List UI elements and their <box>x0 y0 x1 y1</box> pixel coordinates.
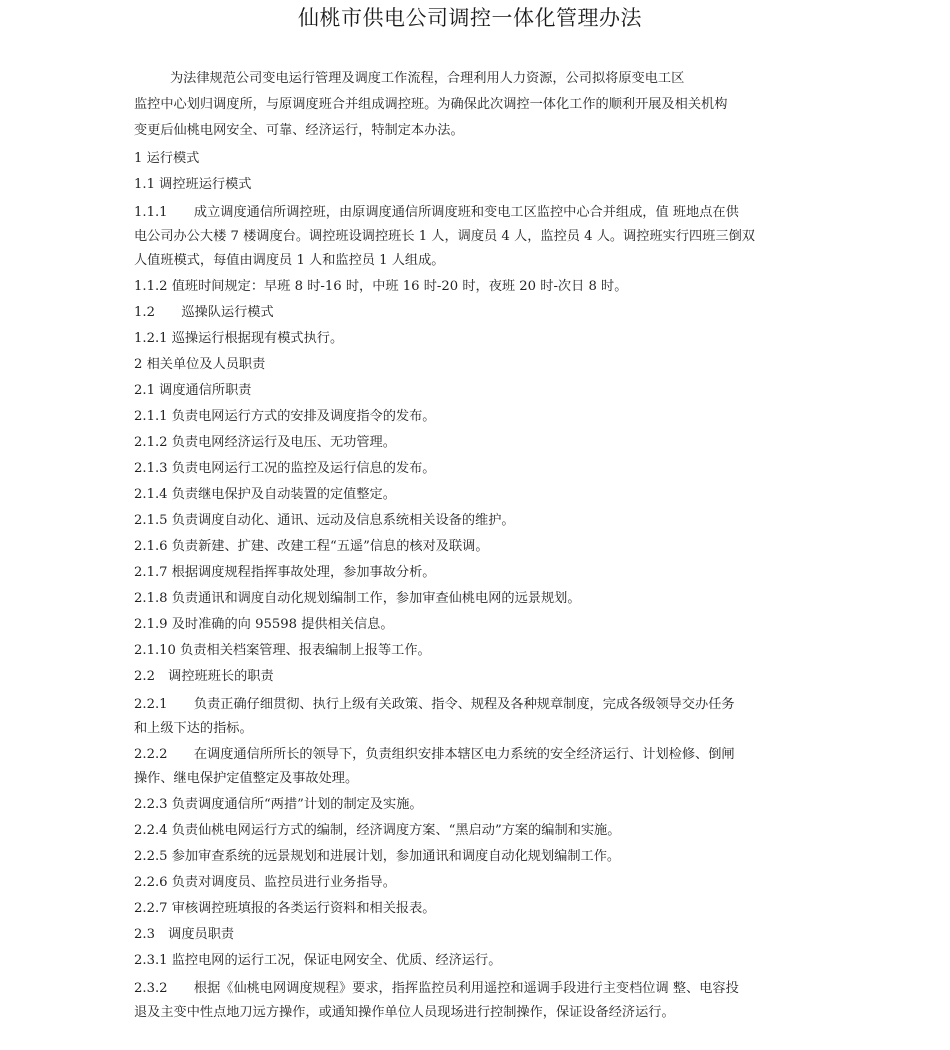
clause-line: 2.2.1 负责正确仔细贯彻、执行上级有关政策、指令、规程及各种规章制度，完成各级领导交办任务 <box>134 697 735 712</box>
clause-line: 2.3.2 根据《仙桃电网调度规程》要求，指挥监控员利用遥控和遥调手段进行主变档位调 整、电容投 <box>134 981 739 996</box>
subsection-heading: 2.1 调度通信所职责 <box>134 383 252 398</box>
clause-line: 人值班模式，每值由调度员 1 人和监控员 1 人组成。 <box>134 253 445 268</box>
subsection-heading: 2.2 调控班班长的职责 <box>134 669 274 684</box>
clause: 1.2.1 巡操运行根据现有模式执行。 <box>134 331 344 346</box>
clause-line: 2.2.2 在调度通信所所长的领导下，负责组织安排本辖区电力系统的安全经济运行、计划检修、倒闸 <box>134 747 735 762</box>
clause: 2.1.4 负责继电保护及自动装置的定值整定。 <box>134 487 396 502</box>
subsection-heading: 2.3 调度员职责 <box>134 927 235 942</box>
section-heading: 1 运行模式 <box>134 151 200 166</box>
clause-2-3-2 <box>134 977 804 1025</box>
clause: 2.1.7 根据调度规程指挥事故处理，参加事故分析。 <box>134 565 436 580</box>
clause: 2.2.4 负责仙桃电网运行方式的编制，经济调度方案、“黑启动”方案的编制和实施。 <box>134 823 621 838</box>
clause: 1.1.2 值班时间规定：早班 8 时-16 时，中班 16 时-20 时，夜班 20 时-次日 8 时。 <box>134 279 628 294</box>
clause-2-2-2 <box>134 743 804 791</box>
clause: 2.1.2 负责电网经济运行及电压、无功管理。 <box>134 435 396 450</box>
section-list <box>134 147 804 1025</box>
clause-line: 退及主变中性点地刀远方操作，或通知操作单位人员现场进行控制操作，保证设备经济运行。 <box>134 1005 675 1020</box>
clause: 2.3.1 监控电网的运行工况，保证电网安全、优质、经济运行。 <box>134 953 502 968</box>
clause: 2.1.6 负责新建、扩建、改建工程“五遥”信息的核对及联调。 <box>134 539 489 554</box>
clause-2-2-1 <box>134 693 804 741</box>
clause-line: 1.1.1 成立调度通信所调控班，由原调度通信所调度班和变电工区监控中心合并组成，值 班地点在供 <box>134 205 739 220</box>
section-heading: 2 相关单位及人员职责 <box>134 357 266 372</box>
clause-1-1-1 <box>134 201 804 273</box>
intro-line: 监控中心划归调度所，与原调度班合并组成调控班。为确保此次调控一体化工作的顺利开展及相关机构 <box>134 97 728 112</box>
clause: 2.2.5 参加审查系统的远景规划和进展计划，参加通讯和调度自动化规划编制工作。 <box>134 849 621 864</box>
intro-block <box>134 67 804 143</box>
clause: 2.1.8 负责通讯和调度自动化规划编制工作，参加审查仙桃电网的远景规划。 <box>134 591 581 606</box>
clause-line: 操作、继电保护定值整定及事故处理。 <box>134 771 359 786</box>
clause-line: 和上级下达的指标。 <box>134 721 253 736</box>
clause: 2.1.10 负责相关档案管理、报表编制上报等工作。 <box>134 643 431 658</box>
clause: 2.1.5 负责调度自动化、通讯、远动及信息系统相关设备的维护。 <box>134 513 515 528</box>
intro-line: 为法律规范公司变电运行管理及调度工作流程，合理利用人力资源，公司拟将原变电工区 <box>170 71 685 86</box>
subsection-heading: 1.1 调控班运行模式 <box>134 177 252 192</box>
clause: 2.2.7 审核调控班填报的各类运行资料和相关报表。 <box>134 901 436 916</box>
intro-line: 变更后仙桃电网安全、可靠、经济运行，特制定本办法。 <box>134 123 464 138</box>
clause-line: 电公司办公大楼 7 楼调度台。调控班设调控班长 1 人，调度员 4 人，监控员 4 人。调控班实行四班三倒双 <box>134 229 755 244</box>
clause: 2.1.9 及时准确的向 95598 提供相关信息。 <box>134 617 394 632</box>
document-title: 仙桃市供电公司调控一体化管理办法 <box>298 6 642 30</box>
clause: 2.2.3 负责调度通信所“两措”计划的制定及实施。 <box>134 797 423 812</box>
subsection-heading: 1.2 巡操队运行模式 <box>134 305 274 320</box>
clause: 2.1.1 负责电网运行方式的安排及调度指令的发布。 <box>134 409 436 424</box>
clause: 2.1.3 负责电网运行工况的监控及运行信息的发布。 <box>134 461 436 476</box>
clause: 2.2.6 负责对调度员、监控员进行业务指导。 <box>134 875 396 890</box>
